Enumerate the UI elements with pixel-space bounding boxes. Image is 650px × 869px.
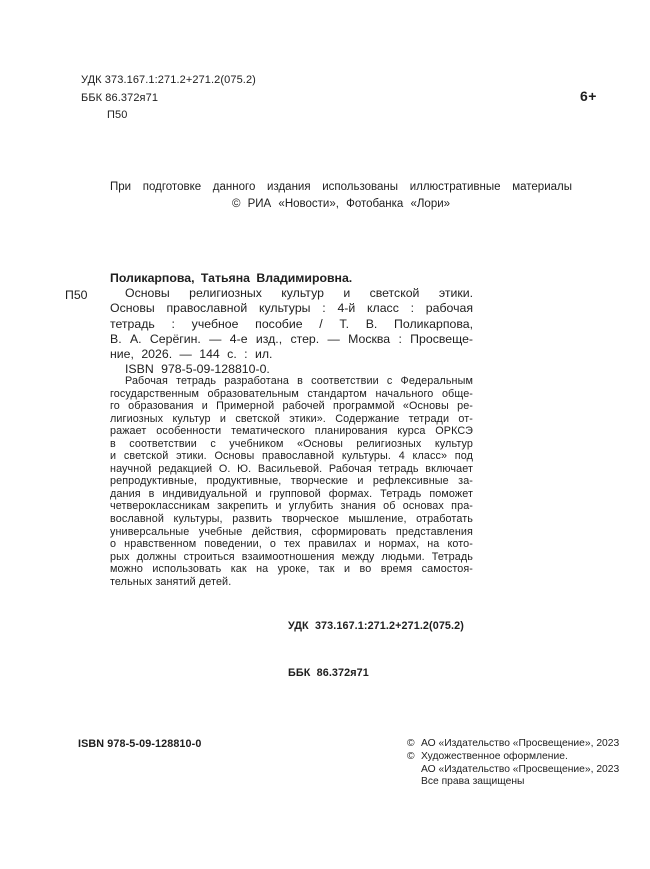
text-line: Основы православной культуры : 4-й класс : рабочая <box>110 301 473 316</box>
bbk-line: ББК 86.372я71 <box>81 91 159 104</box>
text-line: в соответствии с учебником «Основы религиозных культур <box>110 437 473 450</box>
text-line: научной редакцией О. Ю. Васильевой. Рабочая тетрадь включает <box>110 462 473 475</box>
text-line: Основы религиозных культур и светской этики. <box>125 286 473 301</box>
text-line: рых должны строиться взаимоотношения между людьми. Тетрадь <box>110 550 473 563</box>
copyright-text: АО «Издательство «Просвещение», 2023 <box>421 763 620 775</box>
text-line: вославной культуры, развить творческое мышление, отработать <box>110 513 473 526</box>
text-line: ражает особенности тематического планирования курса ОРКСЭ <box>110 425 473 438</box>
text-line <box>407 738 619 751</box>
text-line: дания в индивидуальной и групповой формах. Тетрадь поможет <box>110 487 473 500</box>
text-line: ISBN 978-5-09-128810-0. <box>125 362 270 377</box>
credits-note <box>110 179 572 213</box>
footer-isbn: ISBN 978-5-09-128810-0 <box>78 738 202 750</box>
text-line: лигиозных культур и светской этики». Содержание тетради от- <box>110 412 473 425</box>
text-line: тельных занятий детей. <box>110 575 232 588</box>
text-line: ние, 2026. — 144 с. : ил. <box>110 347 273 362</box>
bibliographic-record <box>110 286 473 377</box>
text-line: При подготовке данного издания использованы иллюстративные материалы <box>110 181 572 193</box>
copyright-block <box>407 738 619 789</box>
text-line: универсальные учебные действия, сформировать представления <box>110 525 473 538</box>
text-line: репродуктивные, продуктивные, творческие и рефлексивные за- <box>110 475 473 488</box>
text-line: го образования и Примерной рабочей программой «Основы ре- <box>110 400 473 413</box>
text-line: © РИА «Новости», Фотобанка «Лори» <box>231 197 451 210</box>
udk-line: УДК 373.167.1:271.2+271.2(075.2) <box>81 74 256 86</box>
text-line: можно использовать как на уроке, так и во время самостоя- <box>110 563 473 576</box>
text-line: четвероклассникам закрепить и углубить знания об основах пра- <box>110 500 473 513</box>
text-line <box>407 751 619 764</box>
classification-bbk: ББК 86.372я71 <box>288 666 369 679</box>
classification-udk: УДК 373.167.1:271.2+271.2(075.2) <box>288 620 464 633</box>
classification-footer <box>288 588 464 697</box>
author-heading: Поликарпова, Татьяна Владимировна. <box>110 271 353 285</box>
text-line: государственным образовательным стандартом начального обще- <box>110 387 473 400</box>
age-rating-badge: 6+ <box>580 88 597 104</box>
top-classification-block <box>81 72 256 125</box>
copyright-symbol: © <box>407 750 415 762</box>
text-line <box>407 776 619 789</box>
text-line: тетрадь : учебное пособие / Т. В. Поликарпова, <box>110 316 473 331</box>
copyright-symbol: © <box>407 738 415 749</box>
catalog-card <box>110 271 473 377</box>
text-line: и светской этики. Основы православной культуры. 4 класс» под <box>110 450 473 463</box>
text-line <box>407 764 619 777</box>
copyright-text: АО «Издательство «Просвещение», 2023 <box>421 738 620 749</box>
copyright-text: Все права защищены <box>421 776 525 788</box>
annotation-paragraph <box>110 375 473 588</box>
copyright-text: Художественное оформление. <box>421 750 568 762</box>
margin-author-sign: П50 <box>65 288 88 302</box>
text-line: В. А. Серёгин. — 4-е изд., стер. — Москва : Просвеще- <box>110 331 473 346</box>
text-line: о нравственном поведении, о тех правилах и нормах, на кото- <box>110 538 473 551</box>
text-line: Рабочая тетрадь разработана в соответствии с Федеральным <box>125 375 473 387</box>
author-sign: П50 <box>107 109 128 121</box>
